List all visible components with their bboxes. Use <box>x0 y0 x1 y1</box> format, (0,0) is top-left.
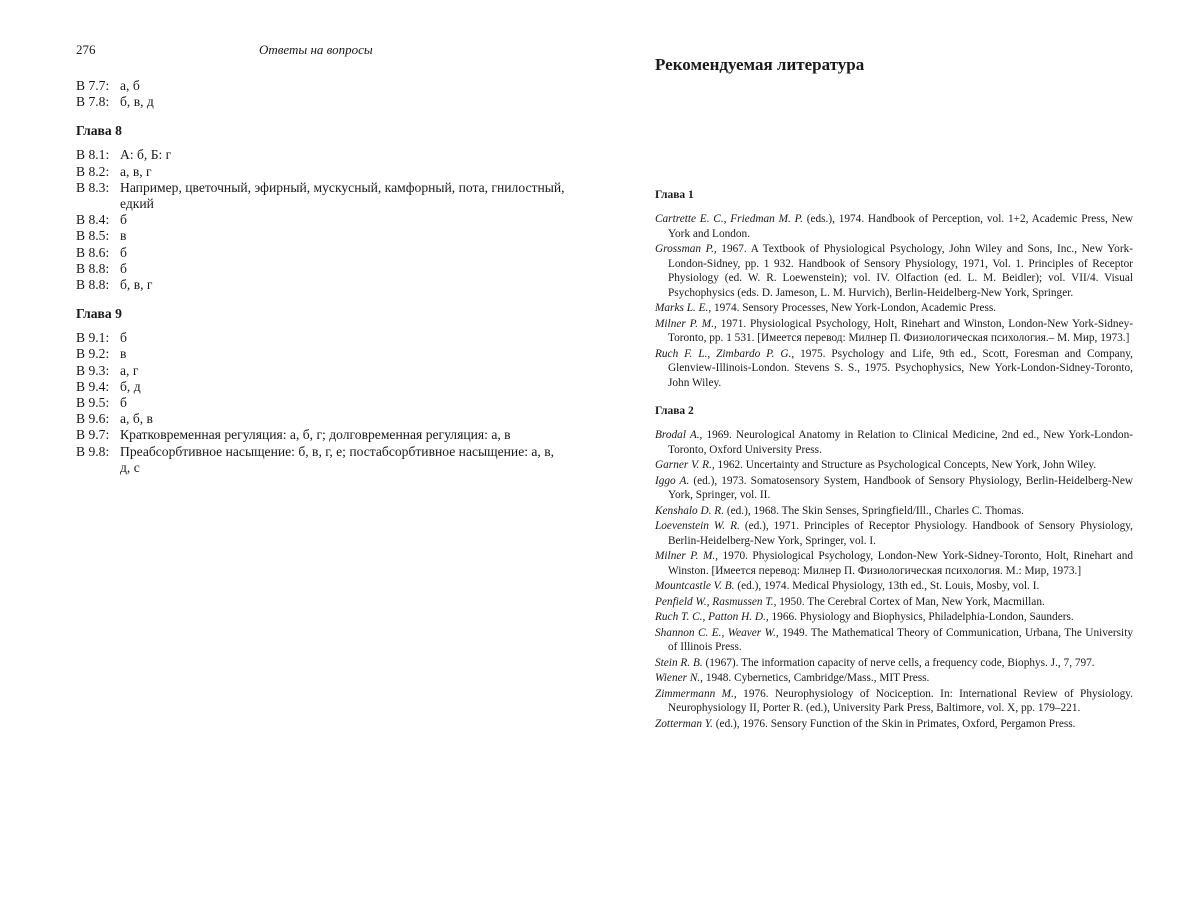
question-number: В 8.6: <box>76 244 110 260</box>
running-head <box>76 42 556 60</box>
reference-entry <box>655 504 1133 519</box>
answer-item <box>76 363 566 379</box>
reference-entry <box>655 549 1133 578</box>
reference-entry <box>655 428 1133 457</box>
right-page <box>600 0 1200 911</box>
answer-text: а, в, г <box>120 163 152 179</box>
answer-text: в <box>120 346 127 362</box>
question-number: В 7.8: <box>76 94 110 110</box>
answer-item <box>76 277 566 293</box>
answer-text: б, в, д <box>120 94 154 110</box>
question-number: В 9.2: <box>76 346 110 362</box>
question-number: В 8.1: <box>76 147 110 163</box>
reference-text: 1950. The Cerebral Cortex of Man, New York, Macmillan. <box>776 595 1045 608</box>
answer-item <box>76 346 566 362</box>
chapter-heading: Глава 9 <box>76 306 122 322</box>
answer-text: Кратковременная регуляция: а, б, г; долговременная регуляция: а, в <box>120 427 511 443</box>
question-number: В 8.2: <box>76 163 110 179</box>
reference-entry <box>655 474 1133 503</box>
reference-authors: Milner P. M., <box>655 550 719 562</box>
reference-authors: Garner V. R., <box>655 459 715 471</box>
reference-authors: Ruch T. C., Patton H. D., <box>655 611 769 623</box>
reference-authors: Loevenstein W. R. <box>655 520 740 532</box>
reference-authors: Iggo A. <box>655 474 690 487</box>
reference-entry <box>655 317 1133 346</box>
reference-text: 1976. Neurophysiology of Nociception. In: International Review of Physiology. Neurophysiology II, Porter R. (ed.), University Park Press, Baltimore, vol. X, pp. 179–221. <box>668 687 1133 714</box>
reference-entry <box>655 717 1133 732</box>
answer-item <box>76 330 566 346</box>
reference-text: 1970. Physiological Psychology, London-New York-Sidney-Toronto, Holt, Rinehart and Winston. [Имеется перевод: Милнер П. Физиологическая психология. М.: Мир, 1973.] <box>668 550 1133 577</box>
answer-text: б <box>120 260 127 276</box>
reference-entry <box>655 519 1133 548</box>
question-number: В 9.8: <box>76 443 110 459</box>
reference-entry <box>655 595 1133 610</box>
answer-item <box>76 427 566 443</box>
page-number: 276 <box>76 42 96 57</box>
running-title: Ответы на вопросы <box>259 42 373 57</box>
answer-text: А: б, Б: г <box>120 147 172 163</box>
reference-text: 1948. Cybernetics, Cambridge/Mass., MIT Press. <box>703 672 930 684</box>
page-title: Рекомендуемая литература <box>655 55 865 74</box>
reference-authors: Mountcastle V. B. <box>655 580 735 592</box>
answer-group <box>76 123 566 293</box>
reference-text: 1967. A Textbook of Physiological Psychology, John Wiley and Sons, Inc., New York-London-Sidney, pp. 1 932. Handbook of Sensory Physiology, 1971, Vol. 1. Principles of Receptor Physiology (ed. W. R. Loewenstein); vol. IV. Olfaction (ed. L. M. Beidler); vol. VII/4. Visual Psychophysics (eds. D. Jameson, L. M. Hurvich), Berlin-Heidelberg-New York, Springer. <box>668 243 1133 299</box>
answer-item <box>76 395 566 411</box>
answer-item <box>76 164 566 180</box>
answer-item <box>76 212 566 228</box>
question-number: В 9.1: <box>76 330 110 346</box>
answer-text: а, б <box>120 78 140 93</box>
reference-entry <box>655 242 1133 300</box>
chapter-heading: Глава 8 <box>76 123 122 139</box>
reference-authors: Zotterman Y. <box>655 717 713 730</box>
question-number: В 8.5: <box>76 228 110 244</box>
reference-text: 1975. Psychology and Life, 9th ed., Scott, Foresman and Company, Glenview-Illinois-London. Stevens S. S., 1975. Psychophysics, New York-London-Sidney-Toronto, John Wiley. <box>668 347 1133 389</box>
answer-text: б <box>120 330 127 346</box>
question-number: В 9.5: <box>76 395 110 411</box>
question-number: В 7.7: <box>76 78 110 93</box>
answers-list <box>76 78 566 476</box>
answer-text: в <box>120 228 127 244</box>
reference-text: (ed.), 1968. The Skin Senses, Springfield/Ill., Charles C. Thomas. <box>724 504 1024 517</box>
reference-authors: Cartrette E. C., Friedman M. P. <box>655 213 803 225</box>
answer-item <box>76 180 566 212</box>
reference-section <box>655 188 1133 390</box>
question-number: В 8.8: <box>76 260 110 276</box>
references-list <box>655 188 1133 745</box>
reference-entry <box>655 458 1133 473</box>
answer-item <box>76 147 566 163</box>
reference-authors: Stein R. B. <box>655 656 703 669</box>
answer-item <box>76 94 566 110</box>
reference-entry <box>655 626 1133 655</box>
reference-text: 1969. Neurological Anatomy in Relation to Clinical Medicine, 2nd ed., New York-London-Toronto, Oxford University Press. <box>668 429 1133 456</box>
reference-text: (ed.), 1973. Somatosensory System, Handbook of Sensory Physiology, Berlin-Heidelberg-New York, Springer, vol. II. <box>668 474 1133 501</box>
reference-section <box>655 404 1133 731</box>
reference-text: 1966. Physiology and Biophysics, Philadelphia-London, Saunders. <box>768 611 1074 623</box>
reference-text: 1971. Physiological Psychology, Holt, Rinehart and Winston, London-New York-Sidney-Toronto, pp. 1 531. [Имеется перевод: Милнер П. Физиологическая психология.– М. Мир, 1973.] <box>668 317 1133 344</box>
answer-text: б <box>120 244 127 260</box>
answer-text: Преабсорбтивное насыщение: б, в, г, е; постабсорбтивное насыщение: а, в, д, с <box>120 443 555 475</box>
question-number: В 8.4: <box>76 212 110 228</box>
reference-authors: Brodal A., <box>655 429 703 441</box>
answer-text: б, в, г <box>120 277 153 293</box>
answer-item <box>76 228 566 244</box>
question-number: В 9.6: <box>76 411 110 427</box>
reference-text: 1962. Uncertainty and Structure as Psychological Concepts, New York, John Wiley. <box>714 459 1097 471</box>
answer-text: б <box>120 212 127 228</box>
answer-group <box>76 306 566 476</box>
answer-text: Например, цветочный, эфирный, мускусный, камфорный, пота, гнилостный, едкий <box>120 179 565 212</box>
reference-entry <box>655 579 1133 594</box>
reference-text: (ed.), 1974. Medical Physiology, 13th ed., St. Louis, Mosby, vol. I. <box>734 580 1040 592</box>
question-number: В 9.4: <box>76 378 110 394</box>
reference-authors: Marks L. E., <box>655 302 712 314</box>
answer-group <box>76 78 566 110</box>
reference-entry <box>655 656 1133 671</box>
reference-entry <box>655 610 1133 625</box>
reference-entry <box>655 301 1133 316</box>
reference-text: (1967). The information capacity of nerve cells, a frequency code, Biophys. J., 7, 797. <box>702 656 1095 669</box>
reference-authors: Shannon C. E., Weaver W., <box>655 626 779 639</box>
answer-text: а, г <box>120 362 139 378</box>
reference-authors: Penfield W., Rasmussen T., <box>655 595 777 608</box>
question-number: В 8.8: <box>76 277 110 293</box>
reference-entry <box>655 687 1133 716</box>
question-number: В 9.3: <box>76 362 110 378</box>
question-number: В 9.7: <box>76 427 110 443</box>
reference-authors: Kenshalo D. R. <box>655 504 725 517</box>
reference-authors: Ruch F. L., Zimbardo P. G., <box>655 347 795 360</box>
answer-item <box>76 245 566 261</box>
answer-item <box>76 444 566 476</box>
answer-item <box>76 78 566 94</box>
reference-entry <box>655 671 1133 686</box>
reference-text: (ed.), 1971. Principles of Receptor Physiology. Handbook of Sensory Physiology, Berlin-Heidelberg-New York, Springer, vol. I. <box>668 520 1133 547</box>
reference-text: (eds.), 1974. Handbook of Perception, vol. 1+2, Academic Press, New York and London. <box>668 213 1133 240</box>
chapter-heading: Глава 1 <box>655 189 694 201</box>
reference-text: (ed.), 1976. Sensory Function of the Skin in Primates, Oxford, Pergamon Press. <box>712 717 1076 730</box>
reference-authors: Grossman P., <box>655 243 717 255</box>
chapter-heading: Глава 2 <box>655 405 694 417</box>
answer-text: а, б, в <box>120 411 153 427</box>
answer-item <box>76 261 566 277</box>
reference-entry <box>655 212 1133 241</box>
answer-text: б <box>120 395 127 411</box>
reference-text: 1949. The Mathematical Theory of Communication, Urbana, The University of Illinois Press. <box>668 626 1133 653</box>
answer-item <box>76 411 566 427</box>
reference-text: 1974. Sensory Processes, New York-London, Academic Press. <box>711 302 997 314</box>
question-number: В 8.3: <box>76 179 110 195</box>
reference-entry <box>655 347 1133 391</box>
answer-item <box>76 379 566 395</box>
answer-text: б, д <box>120 378 141 394</box>
reference-authors: Zimmermann M., <box>655 687 737 700</box>
reference-authors: Milner P. M., <box>655 317 717 330</box>
reference-authors: Wiener N., <box>655 672 704 684</box>
